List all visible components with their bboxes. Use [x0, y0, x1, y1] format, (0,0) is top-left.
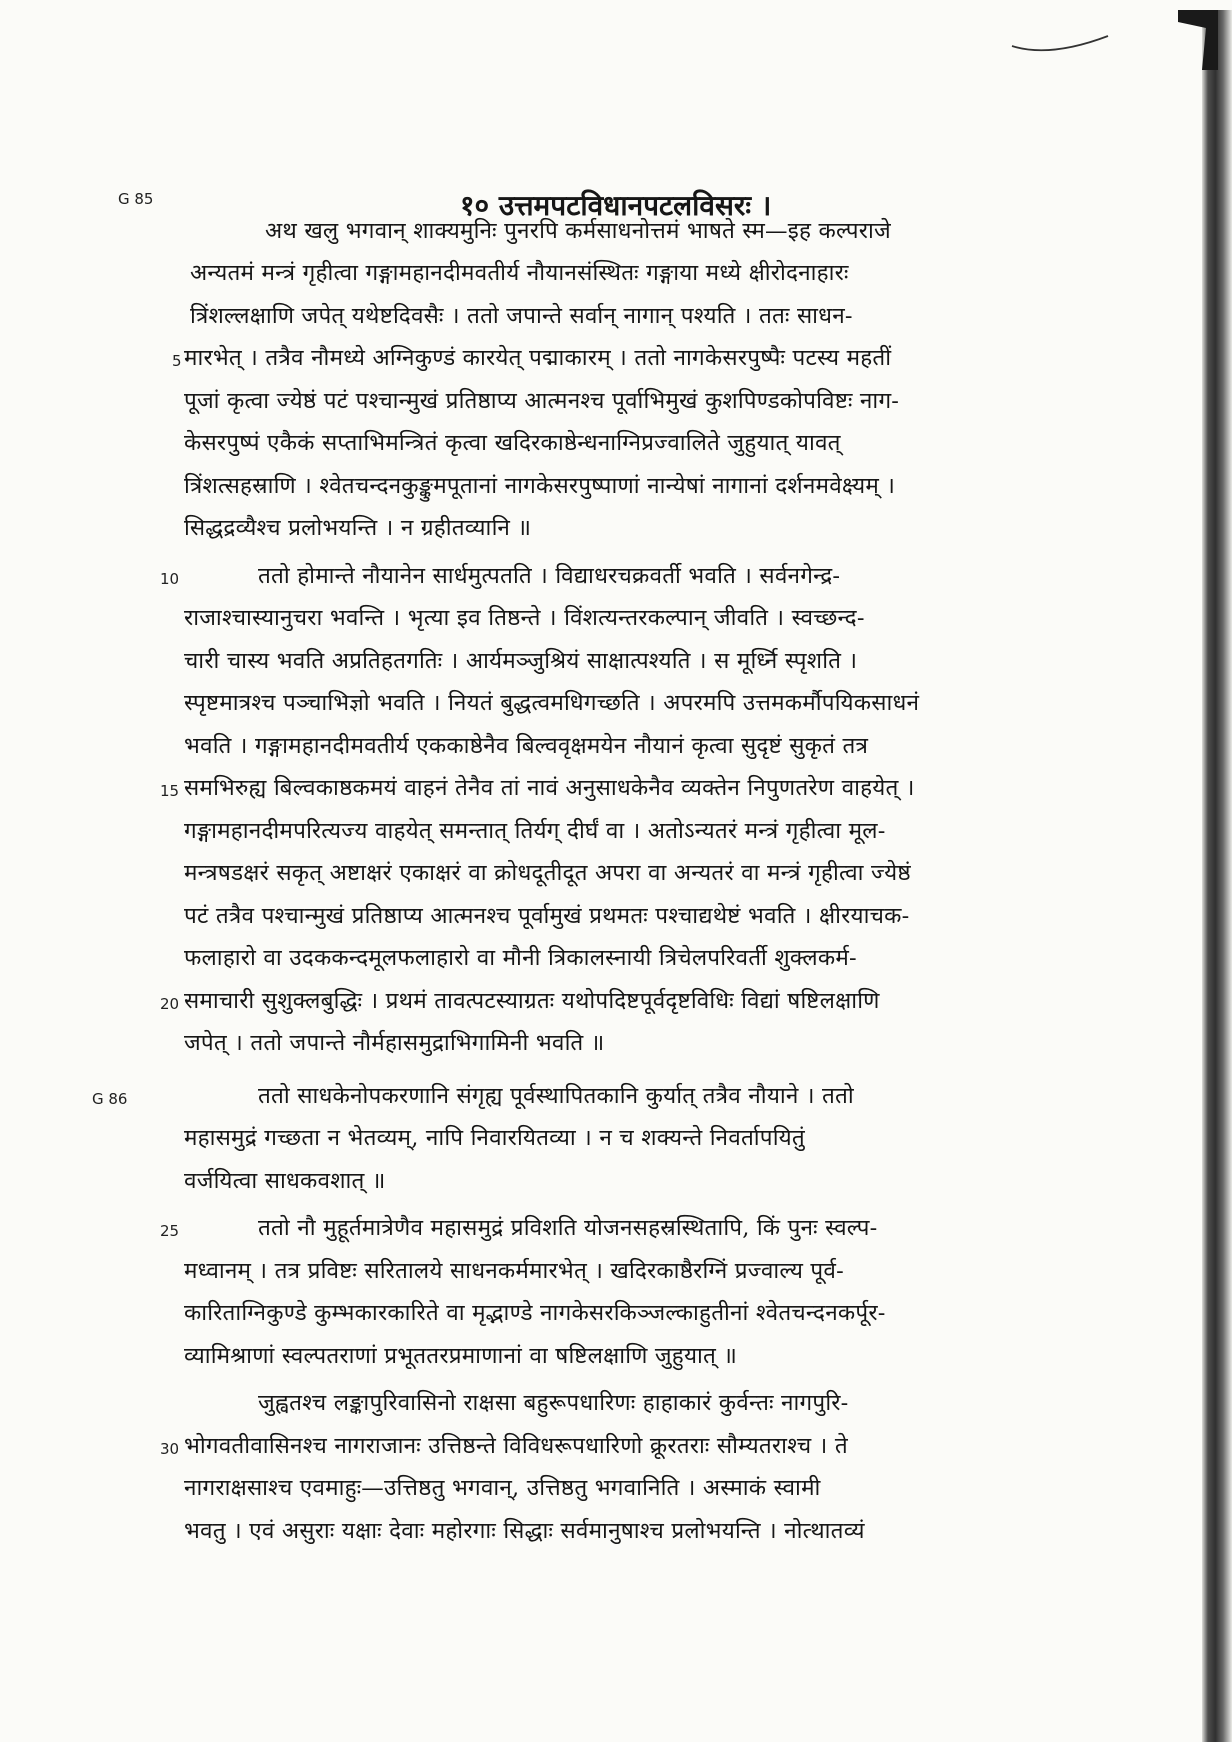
- text-line: ततो होमान्ते नौयानेन सार्धमुत्पतति । विद्याधरचक्रवर्ती भवति । सर्वनगेन्द्र-: [258, 563, 841, 589]
- text-line: सिद्धद्रव्यैश्च प्रलोभयन्ति । न ग्रहीतव्यानि ॥: [184, 515, 532, 541]
- text-line: पटं तत्रैव पश्चान्मुखं प्रतिष्ठाप्य आत्मनश्च पूर्वामुखं प्रथमतः पश्चाद्यथेष्टं भवति । क्षीरयाचक-: [184, 903, 910, 929]
- text-line: स्पृष्टमात्रश्च पञ्चाभिज्ञो भवति । नियतं बुद्धत्वमधिगच्छति । अपरमपि उत्तमकर्मौपयिकसाधनं: [184, 690, 920, 716]
- text-line: भवति । गङ्गामहानदीमवतीर्य एककाष्ठेनैव बिल्ववृक्षमयेन नौयानं कृत्वा सुदृष्टं सुकृतं तत्र: [184, 733, 869, 759]
- text-line: नागराक्षसाश्च एवमाहुः—उत्तिष्ठतु भगवान्, उत्तिष्ठतु भगवानिति । अस्माकं स्वामी: [184, 1475, 821, 1501]
- line-number: 10: [160, 570, 180, 588]
- line-number: 5: [172, 352, 182, 370]
- text-line: महासमुद्रं गच्छता न भेतव्यम्, नापि निवारयितव्या । न च शक्यन्ते निवर्तापयितुं: [184, 1125, 805, 1151]
- line-number: 15: [160, 782, 180, 800]
- line-number: 20: [160, 995, 180, 1013]
- text-line: भोगवतीवासिनश्च नागराजानः उत्तिष्ठन्ते विविधरूपधारिणो क्रूरतराः सौम्यतराश्च । ते: [184, 1433, 848, 1459]
- text-line: भवतु । एवं असुराः यक्षाः देवाः महोरगाः सिद्धाः सर्वमानुषाश्च प्रलोभयन्ति । नोत्थातव्यं: [184, 1518, 865, 1544]
- text-line: समाचारी सुशुक्लबुद्धिः । प्रथमं तावत्पटस्याग्रतः यथोपदिष्टपूर्वदृष्टविधिः विद्यां षष्टिलक्षाणि: [184, 988, 880, 1014]
- text-line: व्यामिश्राणां स्वल्पतराणां प्रभूततरप्रमाणानां वा षष्टिलक्षाणि जुहुयात् ॥: [184, 1343, 738, 1369]
- text-line: त्रिंशल्लक्षाणि जपेत् यथेष्टदिवसैः । ततो जपान्ते सर्वान् नागान् पश्यति । ततः साधन-: [190, 303, 853, 329]
- book-binding-shadow: [1202, 10, 1232, 1742]
- text-line: जपेत् । ततो जपान्ते नौर्महासमुद्राभिगामिनी भवति ॥: [184, 1030, 605, 1056]
- text-line: ततो नौ मुहूर्तमात्रेणैव महासमुद्रं प्रविशति योजनसहस्रस्थितापि, किं पुनः स्वल्प-: [258, 1215, 878, 1241]
- text-line: गङ्गामहानदीमपरित्यज्य वाहयेत् समन्तात् तिर्यग् दीर्घं वा । अतोऽन्यतरं मन्त्रं गृहीत्वा मूल-: [184, 818, 886, 844]
- text-line: ततो साधकेनोपकरणानि संगृह्य पूर्वस्थापितकानि कुर्यात् तत्रैव नौयाने । ततो: [258, 1083, 854, 1109]
- binding-edge-mark: [1178, 10, 1218, 70]
- line-number: 30: [160, 1440, 180, 1458]
- text-line: अन्यतमं मन्त्रं गृहीत्वा गङ्गामहानदीमवतीर्य नौयानसंस्थितः गङ्गाया मध्ये क्षीरोदनाहारः: [190, 260, 849, 286]
- pen-stroke-mark: [1010, 28, 1110, 58]
- text-line: कारिताग्निकुण्डे कुम्भकारकारिते वा मृद्भाण्डे नागकेसरकिञ्जल्काहुतीनां श्वेतचन्दनकर्पूर-: [184, 1300, 886, 1326]
- margin-code-g86: G 86: [92, 1090, 128, 1108]
- text-line: समभिरुह्य बिल्वकाष्ठकमयं वाहनं तेनैव तां नावं अनुसाधकेनैव व्यक्तेन निपुणतरेण वाहयेत् ।: [184, 775, 915, 801]
- text-line: जुह्वतश्च लङ्कापुरिवासिनो राक्षसा बहुरूपधारिणः हाहाकारं कुर्वन्तः नागपुरि-: [258, 1390, 849, 1416]
- text-line: केसरपुष्पं एकैकं सप्ताभिमन्त्रितं कृत्वा खदिरकाष्ठेन्धनाग्निप्रज्वालिते जुहुयात् यावत्: [184, 430, 841, 456]
- text-line: वर्जयित्वा साधकवशात् ॥: [184, 1168, 386, 1194]
- text-line: चारी चास्य भवति अप्रतिहतगतिः । आर्यमञ्जुश्रियं साक्षात्पश्यति । स मूर्ध्नि स्पृशति ।: [184, 648, 858, 674]
- text-line: राजाश्चास्यानुचरा भवन्ति । भृत्या इव तिष्ठन्ते । विंशत्यन्तरकल्पान् जीवति । स्वच्छन्द-: [184, 605, 865, 631]
- text-line: मध्वानम् । तत्र प्रविष्टः सरितालये साधनकर्ममारभेत् । खदिरकाष्ठैरग्निं प्रज्वाल्य पूर्व-: [184, 1258, 844, 1284]
- section-title: १० उत्तमपटविधानपटलविसरः ।: [460, 189, 772, 222]
- line-number: 25: [160, 1222, 180, 1240]
- margin-code-g85: G 85: [118, 190, 154, 208]
- text-line: मन्त्रषडक्षरं सकृत् अष्टाक्षरं एकाक्षरं वा क्रोधदूतीदूत अपरा वा अन्यतरं वा मन्त्रं गृहीत्वा ज्येष्ठं: [184, 860, 911, 886]
- text-line: अथ खलु भगवान् शाक्यमुनिः पुनरपि कर्मसाधनोत्तमं भाषते स्म—इह कल्पराजे: [265, 218, 891, 244]
- text-line: पूजां कृत्वा ज्येष्ठं पटं पश्चान्मुखं प्रतिष्ठाप्य आत्मनश्च पूर्वाभिमुखं कुशपिण्डकोपविष्टः नाग-: [184, 388, 900, 414]
- text-line: मारभेत् । तत्रैव नौमध्ये अग्निकुण्डं कारयेत् पद्माकारम् । ततो नागकेसरपुष्पैः पटस्य महतीं: [184, 345, 892, 371]
- text-line: फलाहारो वा उदककन्दमूलफलाहारो वा मौनी त्रिकालस्नायी त्रिचेलपरिवर्ती शुक्लकर्म-: [184, 945, 857, 971]
- text-line: त्रिंशत्सहस्राणि । श्वेतचन्दनकुङ्कुमपूतानां नागकेसरपुष्पाणां नान्येषां नागानां दर्शनमवेक्ष्यम् ।: [184, 473, 896, 499]
